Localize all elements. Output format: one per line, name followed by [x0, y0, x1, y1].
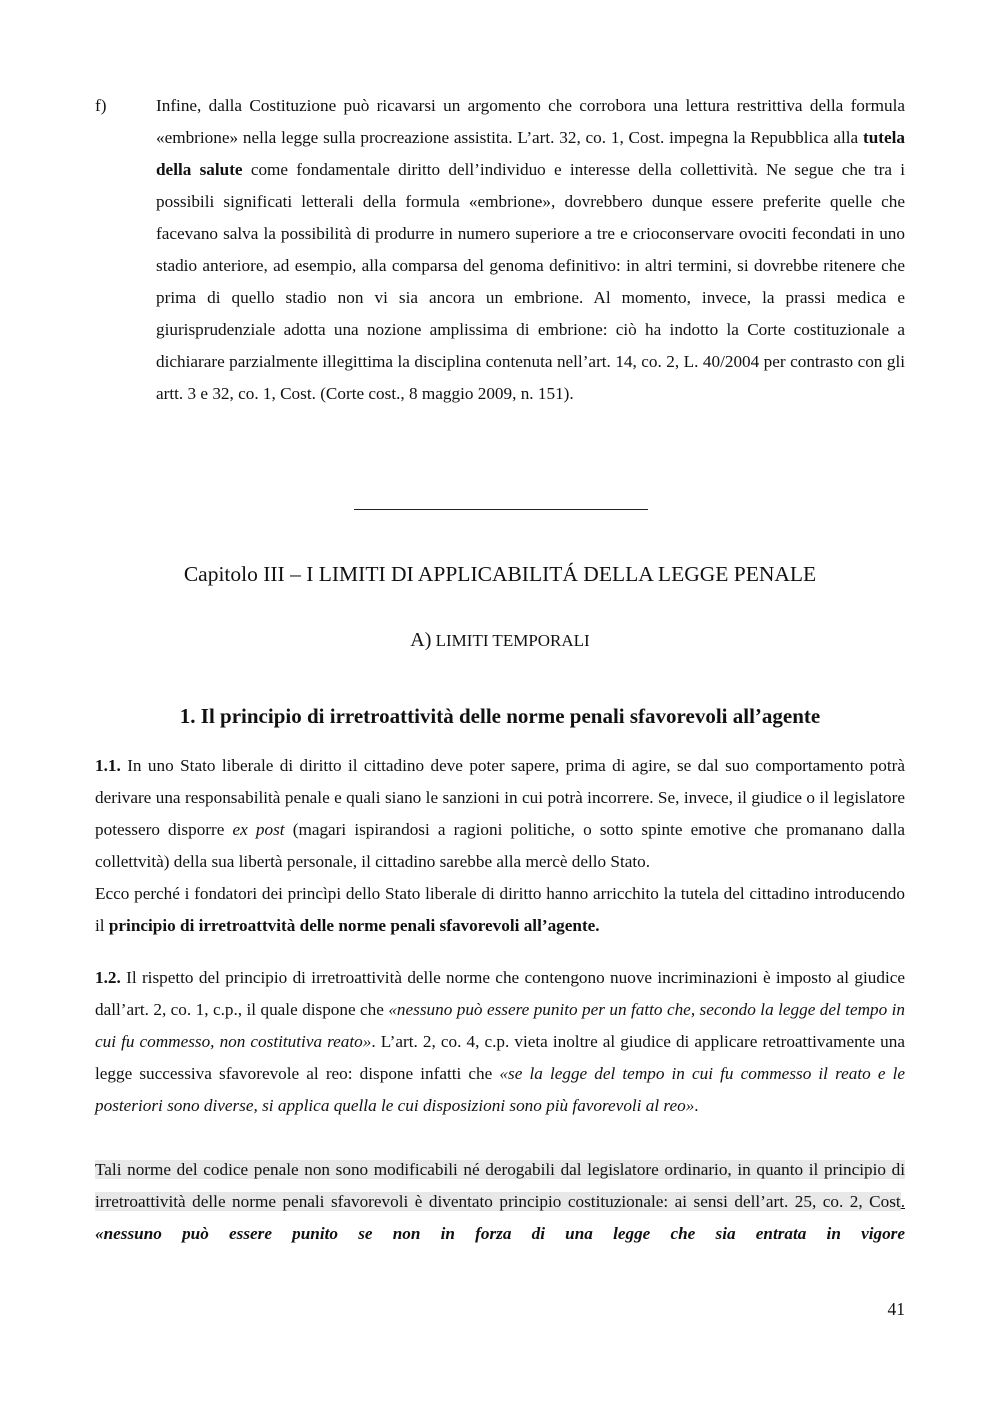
underlined-text: .	[900, 1192, 905, 1211]
section-title	[0, 626, 1000, 655]
highlighted-text: Tali norme del codice penale non sono modificabili né derogabili dal legislatore ordinario, in quanto il principio di irretroattività delle norme penali sfavorevoli è diventato principio costituzionale: ai sensi dell’art. 25, co. 2, Cost	[95, 1160, 905, 1211]
paragraph-1-1	[95, 750, 905, 942]
chapter-title: Capitolo III – I LIMITI DI APPLICABILITÁ DELLA LEGGE PENALE	[183, 562, 817, 586]
quotation: «nessuno può essere punito per un fatto che, secondo la legge del tempo in cui fu commesso, non costitutiva reato»	[95, 1000, 905, 1051]
paragraph-text: Infine, dalla Costituzione può ricavarsi un argomento che corrobora una lettura restrittiva della formula «embrione» nella legge sulla procreazione assistita. L’art. 32, co. 1, Cost. impegna la Repubblica alla	[156, 96, 905, 147]
list-marker: f)	[95, 96, 107, 115]
list-item-f	[95, 90, 905, 410]
paragraph-1-2	[95, 962, 905, 1122]
paragraph-text: (magari ispirandosi a ragioni politiche, o sotto spinte emotive che promanano dalla collettvità) della sua libertà personale, il cittadino sarebbe alla mercè dello Stato.	[95, 820, 905, 871]
page-number: 41	[887, 1299, 905, 1319]
paragraph-text: In uno Stato liberale di diritto il cittadino deve poter sapere, prima di agire, se dal suo comportamento potrà derivare una responsabilità penale e quali siano le sanzioni in cui potrà incorrere. Se, invece, il giudice o il legislatore potessero disporre	[95, 756, 905, 839]
list-item-body	[156, 90, 905, 410]
paragraph-text: Il rispetto del principio di irretroattività delle norme che contengono nuove incriminazioni è imposto al giudice dall’art. 2, co. 1, c.p., il quale dispone che	[95, 968, 905, 1019]
paragraph-number: 1.1.	[95, 756, 121, 775]
quotation: «se la legge del tempo in cui fu commesso il reato e le posteriori sono diverse, si applica quella le cui disposizioni sono più favorevoli al reo»	[95, 1064, 906, 1115]
paragraph-text: .	[694, 1096, 699, 1115]
paragraph-text: Ecco perché i fondatori dei princìpi dello Stato liberale di diritto hanno arricchito la tutela del cittadino introducendo il	[95, 884, 905, 935]
paragraph-text: . L’art. 2, co. 4, c.p. vieta inoltre al giudice di applicare retroattivamente una legge successiva sfavorevole al reo: dispone infatti che	[95, 1032, 905, 1083]
separator-line	[354, 509, 648, 510]
section-label: LIMITI TEMPORALI	[435, 631, 590, 650]
paragraph-highlighted	[95, 1154, 905, 1250]
italic-term: ex post	[232, 820, 285, 839]
paragraph-text: come fondamentale diritto dell’individuo e interesse della collettività. Ne segue che tra i possibili significati letterali della formula «embrione», dovrebbero dunque essere preferite quelle che facevano salva la possibilità di produrre in numero superiore a tre e crioconservare ovociti fecondati in uno stadio anteriore, ad esempio, alla comparsa del genoma definitivo: in altri termini, si dovrebbe ritenere che prima di quello stadio non vi sia ancora un embrione. Al momento, invece, la prassi medica e giurisprudenziale adotta una nozione amplissima di embrione: ciò ha indotto la Corte costituzionale a dichiarare parzialmente illegittima la disciplina contenuta nell’art. 14, co. 2, L. 40/2004 per contrasto con gli artt. 3 e 32, co. 1, Cost. (Corte cost., 8 maggio 2009, n. 151).	[156, 160, 905, 403]
bold-italic-quotation: «nessuno può essere punito se non in forza di una legge che sia entrata in vigore	[95, 1224, 905, 1243]
bold-term: tutela della salute	[156, 128, 905, 179]
bold-term: principio di irretroattvità delle norme penali sfavorevoli all’agente.	[108, 916, 600, 935]
section-letter: A)	[410, 629, 432, 651]
paragraph-number: 1.2.	[95, 968, 121, 987]
paragraph-heading: 1. Il principio di irretroattività delle norme penali sfavorevoli all’agente	[179, 704, 821, 728]
